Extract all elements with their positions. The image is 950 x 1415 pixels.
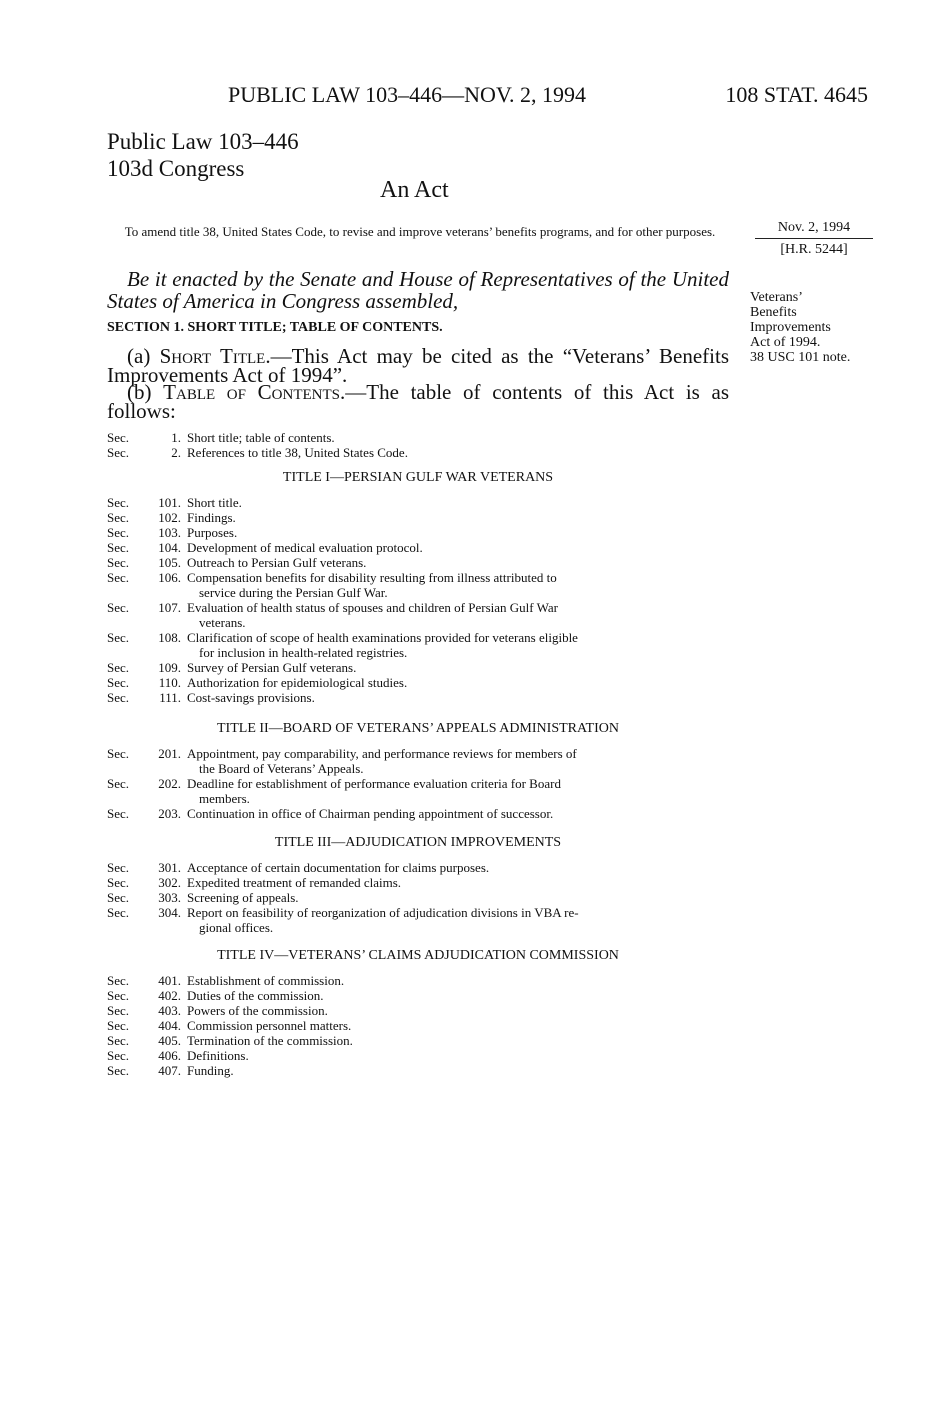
toc-sec-label: Sec. <box>107 540 130 555</box>
toc-entry <box>107 875 729 890</box>
toc-entry <box>107 1048 729 1063</box>
toc-sec-label: Sec. <box>107 510 130 525</box>
toc-sec-label: Sec. <box>107 430 130 445</box>
margin-note-line: Improvements <box>750 320 831 335</box>
margin-note-line: Veterans’ <box>750 290 803 305</box>
toc-section-title: Authorization for epidemiological studies. <box>187 675 408 690</box>
toc-entry <box>107 555 729 570</box>
header-public-law: PUBLIC LAW 103–446—NOV. 2, 1994 <box>228 82 586 107</box>
toc-entry <box>107 600 729 615</box>
toc-section-title: Purposes. <box>187 525 238 540</box>
toc-section-title: Survey of Persian Gulf veterans. <box>187 660 357 675</box>
toc-sec-label: Sec. <box>107 890 130 905</box>
toc-section-number: 2. <box>171 445 181 460</box>
toc-title-heading: TITLE I—PERSIAN GULF WAR VETERANS <box>282 470 554 485</box>
toc-section-title: References to title 38, United States Code. <box>187 445 408 460</box>
act-heading: An Act <box>380 177 449 203</box>
toc-sec-label: Sec. <box>107 630 130 645</box>
toc-sec-label: Sec. <box>107 1018 130 1033</box>
header-stat-page: 108 STAT. 4645 <box>725 82 868 107</box>
toc-entry-continuation: veterans. <box>199 615 246 630</box>
toc-sec-label: Sec. <box>107 675 130 690</box>
toc-sec-label: Sec. <box>107 776 130 791</box>
section-heading: SECTION 1. SHORT TITLE; TABLE OF CONTENTS. <box>107 320 443 335</box>
toc-title-heading: TITLE IV—VETERANS’ CLAIMS ADJUDICATION COMMISSION <box>217 948 619 963</box>
toc-section-number: 405. <box>158 1033 181 1048</box>
toc-entry <box>107 540 729 555</box>
toc-section-number: 1. <box>171 430 181 445</box>
toc-sec-label: Sec. <box>107 525 130 540</box>
toc-entry <box>107 1063 729 1078</box>
subsection-b <box>107 380 729 423</box>
subsection-a-label: (a) <box>127 344 160 368</box>
toc-section-title: Deadline for establishment of performance evaluation criteria for Board <box>187 776 561 791</box>
toc-title-heading: TITLE II—BOARD OF VETERANS’ APPEALS ADMINISTRATION <box>217 721 619 736</box>
toc-sec-label: Sec. <box>107 746 130 761</box>
toc-entry <box>107 973 729 988</box>
toc-section-number: 101. <box>158 495 181 510</box>
toc-section-number: 201. <box>158 746 181 761</box>
toc-section-number: 111. <box>159 690 181 705</box>
toc-entry <box>107 495 729 510</box>
toc-section-number: 203. <box>158 806 181 821</box>
toc-section-title: Powers of the commission. <box>187 1003 328 1018</box>
toc-section-number: 303. <box>158 890 181 905</box>
subsection-b-caption: Table of Contents <box>163 380 340 404</box>
toc-section-number: 109. <box>158 660 181 675</box>
bill-number: [H.R. 5244] <box>780 242 848 257</box>
toc-sec-label: Sec. <box>107 1048 130 1063</box>
margin-note <box>750 290 890 365</box>
toc-section-number: 402. <box>158 988 181 1003</box>
toc-section-number: 401. <box>158 973 181 988</box>
toc-section-title: Short title; table of contents. <box>187 430 335 445</box>
toc-entry <box>107 776 729 791</box>
toc-sec-label: Sec. <box>107 495 130 510</box>
toc-entry <box>107 630 729 645</box>
toc-section-number: 406. <box>158 1048 181 1063</box>
toc-section-title: Development of medical evaluation protocol. <box>187 540 423 555</box>
toc-title-2 <box>107 746 729 821</box>
toc-entry <box>107 675 729 690</box>
toc-section-number: 302. <box>158 875 181 890</box>
toc-section-number: 301. <box>158 860 181 875</box>
toc-entry <box>107 1018 729 1033</box>
toc-sec-label: Sec. <box>107 660 130 675</box>
toc-sec-label: Sec. <box>107 905 130 920</box>
toc-entry <box>107 510 729 525</box>
toc-section-number: 107. <box>158 600 181 615</box>
public-law-number: Public Law 103–446 <box>107 129 299 154</box>
margin-note-line: 38 USC 101 note. <box>750 350 851 365</box>
toc-section-title: Compensation benefits for disability resulting from illness attributed to <box>187 570 557 585</box>
toc-entry <box>107 806 729 821</box>
enactment-date: Nov. 2, 1994 <box>755 220 873 239</box>
toc-section-number: 105. <box>158 555 181 570</box>
toc-section-number: 108. <box>158 630 181 645</box>
toc-section-title: Short title. <box>187 495 242 510</box>
toc-sec-label: Sec. <box>107 445 130 460</box>
toc-preliminary <box>107 430 729 460</box>
toc-section-title: Evaluation of health status of spouses and children of Persian Gulf War <box>187 600 558 615</box>
toc-sec-label: Sec. <box>107 555 130 570</box>
toc-title-3 <box>107 860 729 935</box>
toc-section-title: Outreach to Persian Gulf veterans. <box>187 555 367 570</box>
toc-section-number: 103. <box>158 525 181 540</box>
toc-section-title: Definitions. <box>187 1048 249 1063</box>
toc-section-number: 404. <box>158 1018 181 1033</box>
toc-entry <box>107 690 729 705</box>
margin-note-line: Act of 1994. <box>750 335 821 350</box>
toc-entry <box>107 430 729 445</box>
toc-sec-label: Sec. <box>107 570 130 585</box>
toc-entry <box>107 890 729 905</box>
toc-title-4 <box>107 973 729 1078</box>
toc-section-number: 403. <box>158 1003 181 1018</box>
subsection-b-text: .—The table of contents of this Act is as follows: <box>107 380 729 423</box>
toc-section-title: Acceptance of certain documentation for claims purposes. <box>187 860 490 875</box>
toc-section-number: 104. <box>158 540 181 555</box>
toc-section-number: 407. <box>158 1063 181 1078</box>
toc-section-title: Report on feasibility of reorganization of adjudication divisions in VBA re- <box>187 905 579 920</box>
enacting-clause: Be it enacted by the Senate and House of Representatives of the United States of America in Congress assembled, <box>107 267 729 313</box>
toc-entry-continuation: the Board of Veterans’ Appeals. <box>199 761 364 776</box>
toc-section-title: Cost-savings provisions. <box>187 690 315 705</box>
toc-entry <box>107 445 729 460</box>
toc-sec-label: Sec. <box>107 806 130 821</box>
toc-entry-continuation: gional offices. <box>199 920 274 935</box>
toc-entry-continuation: for inclusion in health-related registries. <box>199 645 408 660</box>
toc-section-number: 202. <box>158 776 181 791</box>
toc-sec-label: Sec. <box>107 973 130 988</box>
toc-section-title: Commission personnel matters. <box>187 1018 352 1033</box>
toc-sec-label: Sec. <box>107 1003 130 1018</box>
toc-entry <box>107 988 729 1003</box>
toc-entry <box>107 1003 729 1018</box>
toc-title-heading: TITLE III—ADJUDICATION IMPROVEMENTS <box>274 835 562 850</box>
toc-entry <box>107 905 729 920</box>
toc-entry <box>107 660 729 675</box>
toc-entry-continuation: members. <box>199 791 250 806</box>
toc-entry <box>107 860 729 875</box>
toc-section-number: 110. <box>158 675 181 690</box>
toc-section-title: Screening of appeals. <box>187 890 299 905</box>
toc-sec-label: Sec. <box>107 875 130 890</box>
toc-section-number: 304. <box>158 905 181 920</box>
toc-section-title: Duties of the commission. <box>187 988 324 1003</box>
toc-sec-label: Sec. <box>107 690 130 705</box>
toc-sec-label: Sec. <box>107 600 130 615</box>
toc-section-title: Clarification of scope of health examinations provided for veterans eligible <box>187 630 578 645</box>
toc-title-1 <box>107 495 729 705</box>
subsection-b-label: (b) <box>127 380 164 404</box>
long-title: To amend title 38, United States Code, to revise and improve veterans’ benefits programs, and for other purposes. <box>124 224 716 239</box>
toc-sec-label: Sec. <box>107 988 130 1003</box>
toc-sec-label: Sec. <box>107 1033 130 1048</box>
toc-section-title: Continuation in office of Chairman pending appointment of successor. <box>187 806 554 821</box>
toc-entry-continuation: service during the Persian Gulf War. <box>199 585 388 600</box>
toc-entry <box>107 746 729 761</box>
congress-label: 103d Congress <box>107 156 245 181</box>
subsection-a-caption: Short Title <box>159 344 266 368</box>
margin-date-block <box>755 220 873 258</box>
toc-section-title: Establishment of commission. <box>187 973 345 988</box>
toc-section-title: Findings. <box>187 510 236 525</box>
toc-section-number: 106. <box>158 570 181 585</box>
toc-entry <box>107 525 729 540</box>
toc-sec-label: Sec. <box>107 1063 130 1078</box>
toc-sec-label: Sec. <box>107 860 130 875</box>
toc-section-number: 102. <box>158 510 181 525</box>
running-header <box>228 82 868 112</box>
toc-section-title: Expedited treatment of remanded claims. <box>187 875 402 890</box>
toc-entry <box>107 570 729 585</box>
margin-note-line: Benefits <box>750 305 797 320</box>
toc-section-title: Funding. <box>187 1063 234 1078</box>
toc-section-title: Appointment, pay comparability, and performance reviews for members of <box>187 746 577 761</box>
toc-entry <box>107 1033 729 1048</box>
toc-section-title: Termination of the commission. <box>187 1033 353 1048</box>
subsection-a-text: .—This Act may be cited as the “Veterans’ Benefits Improvements Act of 1994”. <box>107 344 730 387</box>
